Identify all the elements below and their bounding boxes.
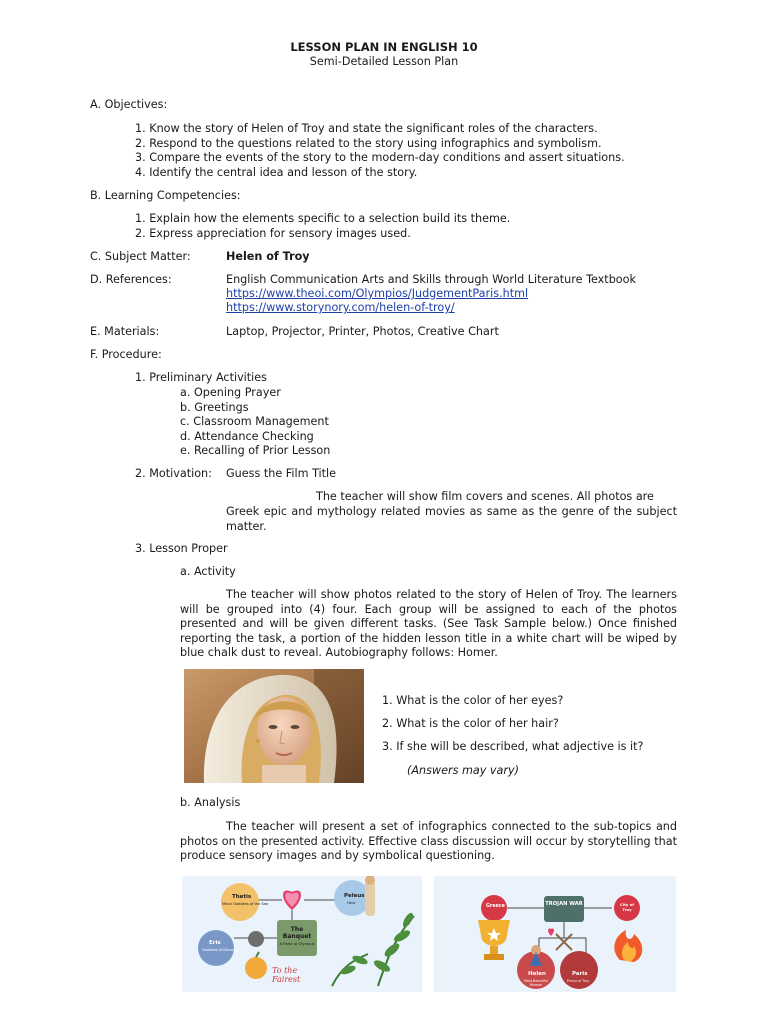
objective-item-2: 2. Respond to the questions related to the story using infographics and symbolism. — [135, 137, 602, 150]
reference-link-storynory[interactable]: https://www.storynory.com/helen-of-troy/ — [226, 301, 455, 314]
competency-item-1: 1. Explain how the elements specific to a selection build its theme. — [135, 212, 511, 225]
materials-value: Laptop, Projector, Printer, Photos, Creative Chart — [226, 325, 499, 338]
thetis-sublabel: Minor Goddess of the Sea — [222, 902, 269, 906]
materials-label: E. Materials: — [90, 325, 160, 338]
document-title: LESSON PLAN IN ENGLISH 10 — [290, 40, 478, 54]
motivation-label: 2. Motivation: — [135, 467, 212, 480]
paris-sublabel: Prince of Troy — [567, 979, 590, 983]
objective-item-1: 1. Know the story of Helen of Troy and state the significant roles of the characters. — [135, 122, 598, 135]
objective-item-4: 4. Identify the central idea and lesson of the story. — [135, 166, 418, 179]
question-2: 2. What is the color of her hair? — [382, 717, 559, 730]
preliminary-item-1: a. Opening Prayer — [180, 386, 281, 399]
motivation-value: Guess the Film Title — [226, 467, 337, 480]
question-1: 1. What is the color of her eyes? — [382, 694, 564, 707]
paris-label: Paris — [572, 971, 588, 977]
banquet-label: The Banquet — [282, 926, 312, 940]
answers-note: (Answers may vary) — [407, 764, 519, 777]
lesson-proper-heading: 3. Lesson Proper — [135, 542, 228, 555]
procedure-heading: F. Procedure: — [90, 348, 162, 361]
infographic-banquet — [182, 876, 422, 992]
references-textbook: English Communication Arts and Skills through World Literature Textbook — [226, 273, 636, 286]
preliminary-item-2: b. Greetings — [180, 401, 249, 414]
eris-sublabel: Goddess of Discord — [202, 948, 237, 952]
banquet-sublabel: A Feast at Olympus — [279, 942, 315, 946]
helen-sublabel: Most Beautiful Woman — [524, 979, 548, 987]
peleus-label: Peleus — [344, 893, 365, 899]
activity-heading: a. Activity — [180, 565, 236, 578]
references-label: D. References: — [90, 273, 172, 286]
subject-matter-value: Helen of Troy — [226, 250, 310, 263]
activity-paragraph: The teacher will show photos related to the story of Helen of Troy. The learners will be grouped into (4) four. Each group will be assigned to each of the photos presented and will be given different tasks. (See Task Sample below.) Once finished reporting the task, a portion of the hidden lesson title in a white chart will be wiped by blue chalk dust to reveal. Autobiography follows: Homer. — [180, 588, 677, 660]
infographic-trojan-war — [434, 876, 676, 992]
fairest-inscription: To the Fairest — [272, 966, 301, 984]
preliminary-heading: 1. Preliminary Activities — [135, 371, 267, 384]
subject-matter-label: C. Subject Matter: — [90, 250, 191, 263]
helen-label: Helen — [528, 971, 546, 977]
competency-item-2: 2. Express appreciation for sensory images used. — [135, 227, 411, 240]
city-of-troy-label: City of Troy — [620, 902, 634, 912]
preliminary-item-4: d. Attendance Checking — [180, 430, 314, 443]
motivation-paragraph-rest: Greek epic and mythology related movies as same as the genre of the subject matter. — [226, 505, 677, 533]
preliminary-item-5: e. Recalling of Prior Lesson — [180, 444, 331, 457]
question-3: 3. If she will be described, what adjective is it? — [382, 740, 644, 753]
reference-link-theoi[interactable]: https://www.theoi.com/Olympios/JudgementParis.html — [226, 287, 529, 300]
analysis-paragraph: The teacher will present a set of infographics connected to the sub-topics and photos on the presented activity. Effective class discussion will occur by storytelling that produce sensory images and by symbolical questioning. — [180, 820, 677, 863]
analysis-heading: b. Analysis — [180, 796, 241, 809]
peleus-sublabel: Hero — [347, 901, 356, 905]
preliminary-item-3: c. Classroom Management — [180, 415, 329, 428]
greece-label: Greece — [486, 904, 505, 909]
helen-of-troy-photo — [184, 669, 364, 783]
eris-label: Eris — [209, 940, 221, 946]
thetis-label: Thetis — [232, 894, 252, 900]
motivation-paragraph-first-line: The teacher will show film covers and scenes. All photos are — [316, 490, 654, 503]
objectives-heading: A. Objectives: — [90, 98, 168, 111]
competencies-heading: B. Learning Competencies: — [90, 189, 241, 202]
document-subtitle: Semi-Detailed Lesson Plan — [309, 55, 459, 68]
trojan-war-label: TROJAN WAR — [545, 901, 583, 907]
objective-item-3: 3. Compare the events of the story to the modern-day conditions and assert situations. — [135, 151, 625, 164]
